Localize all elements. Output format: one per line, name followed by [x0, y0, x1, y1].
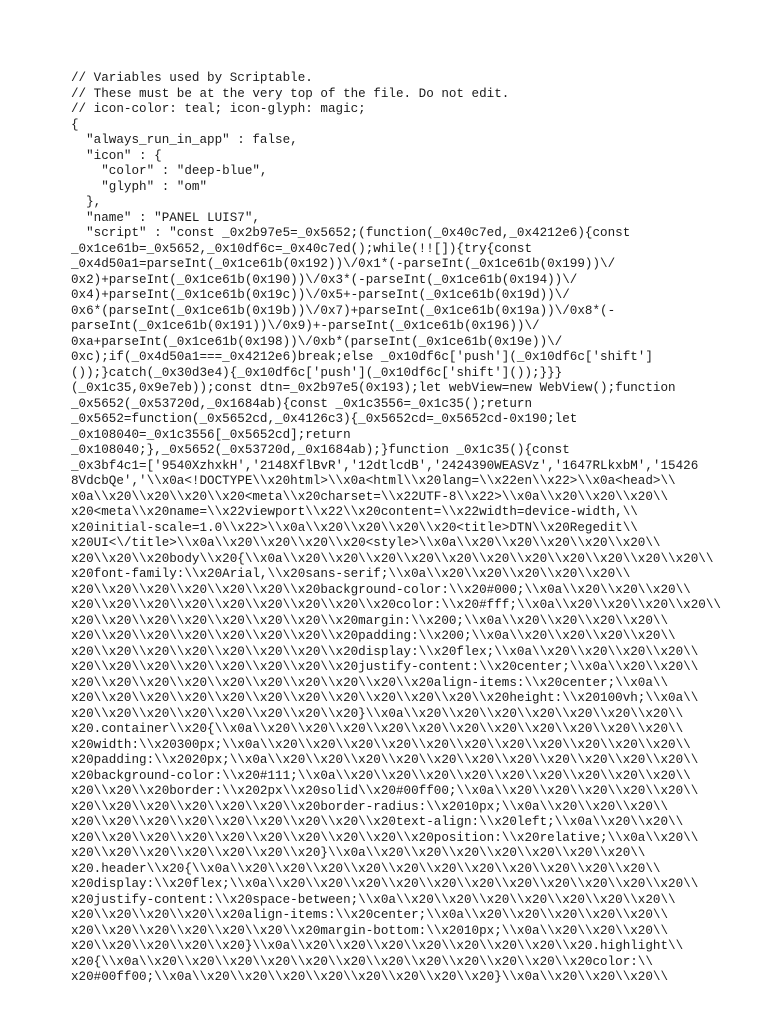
- code-line: 0x2)+parseInt(_0x1ce61b(0x190))\/0x3*(-parseInt(_0x1ce61b(0x194))\/: [71, 272, 578, 287]
- code-line: "glyph" : "om": [71, 179, 208, 194]
- code-line: 8VdcbQe','\\x0a<!DOCTYPE\\x20html>\\x0a<html\\x20lang=\\x22en\\x22>\\x0a<head>\\: [71, 474, 676, 488]
- code-line: x20\\x20\\x20\\x20\\x20\\x20\\x20margin-bottom:\\x2010px;\\x0a\\x20\\x20\\x20\\: [71, 923, 669, 938]
- code-line: 0xa+parseInt(_0x1ce61b(0x198))\/0xb*(parseInt(_0x1ce61b(0x19e))\/: [71, 334, 563, 349]
- code-line: x20\\x20\\x20\\x20\\x20align-items:\\x20center;\\x0a\\x20\\x20\\x20\\x20\\x20\\: [71, 908, 669, 922]
- code-line: 0x4)+parseInt(_0x1ce61b(0x19c))\/0x5+-parseInt(_0x1ce61b(0x19d))\/: [71, 288, 570, 302]
- code-line: x20\\x20\\x20\\x20\\x20\\x20\\x20\\x20justify-content:\\x20center;\\x0a\\x20\\x20\\: [71, 660, 699, 674]
- code-line: x20justify-content:\\x20space-between;\\x0a\\x20\\x20\\x20\\x20\\x20\\x20\\x20\\: [71, 892, 676, 907]
- code-line: x20\\x20\\x20\\x20\\x20\\x20\\x20\\x20margin:\\x200;\\x0a\\x20\\x20\\x20\\x20\\: [71, 613, 669, 628]
- code-line: x20<meta\\x20name=\\x22viewport\\x22\\x20content=\\x22width=device-width,\\: [71, 505, 638, 519]
- code-line: // Variables used by Scriptable.: [71, 71, 313, 85]
- code-line: x20#00ff00;\\x0a\\x20\\x20\\x20\\x20\\x20\\x20\\x20\\x20}\\x0a\\x20\\x20\\x20\\: [71, 970, 669, 984]
- code-line: x20.container\\x20{\\x0a\\x20\\x20\\x20\\x20\\x20\\x20\\x20\\x20\\x20\\x20\\x20\\: [71, 722, 684, 736]
- code-line: "color" : "deep-blue",: [71, 164, 268, 178]
- code-line: x20display:\\x20flex;\\x0a\\x20\\x20\\x20\\x20\\x20\\x20\\x20\\x20\\x20\\x20\\x20\\: [71, 877, 699, 891]
- code-line: {: [71, 117, 79, 132]
- code-line: // These must be at the very top of the file. Do not edit.: [71, 86, 510, 101]
- code-line: _0x108040=_0x1c3556[_0x5652cd];return: [71, 427, 351, 442]
- code-line: x20width:\\x20300px;\\x0a\\x20\\x20\\x20\\x20\\x20\\x20\\x20\\x20\\x20\\x20\\x20\\: [71, 737, 691, 752]
- code-line: x0a\\x20\\x20\\x20\\x20<meta\\x20charset=\\x22UTF-8\\x22>\\x0a\\x20\\x20\\x20\\: [71, 489, 669, 504]
- script-source-text: [71, 71, 721, 986]
- code-line: parseInt(_0x1ce61b(0x191))\/0x9)+-parseInt(_0x1ce61b(0x196))\/: [71, 319, 540, 333]
- code-line: x20font-family:\\x20Arial,\\x20sans-serif;\\x0a\\x20\\x20\\x20\\x20\\x20\\: [71, 567, 631, 581]
- code-line: _0x5652=function(_0x5652cd,_0x4126c3){_0x5652cd=_0x5652cd-0x190;let: [71, 412, 578, 426]
- code-line: // icon-color: teal; icon-glyph: magic;: [71, 102, 366, 116]
- code-line: x20\\x20\\x20\\x20\\x20}\\x0a\\x20\\x20\\x20\\x20\\x20\\x20\\x20\\x20.highlight\\: [71, 939, 684, 953]
- code-line: x20{\\x0a\\x20\\x20\\x20\\x20\\x20\\x20\\x20\\x20\\x20\\x20\\x20\\x20color:\\: [71, 954, 653, 969]
- code-line: x20\\x20\\x20\\x20\\x20\\x20\\x20background-color:\\x20#000;\\x0a\\x20\\x20\\x20\\: [71, 582, 691, 597]
- code-line: x20padding:\\x2020px;\\x0a\\x20\\x20\\x20\\x20\\x20\\x20\\x20\\x20\\x20\\x20\\x20\\: [71, 753, 699, 767]
- code-line: x20\\x20\\x20\\x20\\x20\\x20\\x20\\x20\\x20color:\\x20#fff;\\x0a\\x20\\x20\\x20\\x20\\: [71, 598, 721, 612]
- code-line: _0x108040;},_0x5652(_0x53720d,_0x1684ab);}function _0x1c35(){const: [71, 443, 570, 457]
- code-line: x20.header\\x20{\\x0a\\x20\\x20\\x20\\x20\\x20\\x20\\x20\\x20\\x20\\x20\\x20\\: [71, 861, 661, 876]
- code-line: _0x5652(_0x53720d,_0x1684ab){const _0x1c3556=_0x1c35();return: [71, 396, 533, 411]
- code-line: x20\\x20\\x20\\x20\\x20\\x20\\x20border-radius:\\x2010px;\\x0a\\x20\\x20\\x20\\: [71, 799, 669, 814]
- code-line: x20UI<\/title>\\x0a\\x20\\x20\\x20\\x20<style>\\x0a\\x20\\x20\\x20\\x20\\x20\\: [71, 536, 661, 550]
- code-line: x20\\x20\\x20\\x20\\x20\\x20\\x20\\x20\\x20\\x20align-items:\\x20center;\\x0a\\: [71, 675, 669, 690]
- code-line: (_0x1c35,0x9e7eb));const dtn=_0x2b97e5(0x193);let webView=new WebView();function: [71, 381, 676, 395]
- code-line: 0xc);if(_0x4d50a1===_0x4212e6)break;else _0x10df6c['push'](_0x10df6c['shift']: [71, 350, 653, 364]
- code-line: x20\\x20\\x20\\x20\\x20\\x20\\x20\\x20\\x20text-align:\\x20left;\\x0a\\x20\\x20\\: [71, 815, 684, 829]
- code-line: x20background-color:\\x20#111;\\x0a\\x20\\x20\\x20\\x20\\x20\\x20\\x20\\x20\\x20\\: [71, 768, 691, 783]
- code-line: x20\\x20\\x20body\\x20{\\x0a\\x20\\x20\\x20\\x20\\x20\\x20\\x20\\x20\\x20\\x20\\x20\\: [71, 551, 714, 566]
- code-line: "script" : "const _0x2b97e5=_0x5652;(function(_0x40c7ed,_0x4212e6){const: [71, 226, 631, 240]
- code-line: x20\\x20\\x20\\x20\\x20\\x20\\x20\\x20display:\\x20flex;\\x0a\\x20\\x20\\x20\\x20\\: [71, 644, 699, 659]
- code-line: x20\\x20\\x20\\x20\\x20\\x20\\x20\\x20}\\x0a\\x20\\x20\\x20\\x20\\x20\\x20\\x20\\: [71, 706, 684, 721]
- code-line: "always_run_in_app" : false,: [71, 133, 298, 147]
- code-line: x20\\x20\\x20border:\\x202px\\x20solid\\x20#00ff00;\\x0a\\x20\\x20\\x20\\x20\\x20\\: [71, 784, 699, 798]
- code-line: x20\\x20\\x20\\x20\\x20\\x20\\x20}\\x0a\\x20\\x20\\x20\\x20\\x20\\x20\\x20\\: [71, 846, 646, 860]
- code-line: "name" : "PANEL LUIS7",: [71, 210, 260, 225]
- code-line: x20\\x20\\x20\\x20\\x20\\x20\\x20\\x20\\x20\\x20\\x20\\x20height:\\x20100vh;\\x0a\\: [71, 691, 699, 705]
- code-line: "icon" : {: [71, 148, 162, 163]
- code-line: _0x1ce61b=_0x5652,_0x10df6c=_0x40c7ed();while(!![]){try{const: [71, 241, 533, 256]
- code-line: _0x3bf4c1=['9540XzhxkH','2148XflBvR','12dtlcdB','2424390WEASVz','1647RLkxbM','15426: [71, 458, 699, 473]
- code-line: x20initial-scale=1.0\\x22>\\x0a\\x20\\x20\\x20\\x20<title>DTN\\x20Regedit\\: [71, 520, 638, 535]
- code-line: },: [71, 195, 102, 209]
- code-line: ());}catch(_0x30d3e4){_0x10df6c['push'](_0x10df6c['shift']());}}}: [71, 365, 563, 380]
- code-line: _0x4d50a1=parseInt(_0x1ce61b(0x192))\/0x1*(-parseInt(_0x1ce61b(0x199))\/: [71, 257, 616, 271]
- code-line: 0x6*(parseInt(_0x1ce61b(0x19b))\/0x7)+parseInt(_0x1ce61b(0x19a))\/0x8*(-: [71, 303, 616, 318]
- code-line: x20\\x20\\x20\\x20\\x20\\x20\\x20\\x20padding:\\x200;\\x0a\\x20\\x20\\x20\\x20\\: [71, 629, 676, 643]
- code-line: x20\\x20\\x20\\x20\\x20\\x20\\x20\\x20\\x20\\x20position:\\x20relative;\\x0a\\x20\\: [71, 830, 699, 845]
